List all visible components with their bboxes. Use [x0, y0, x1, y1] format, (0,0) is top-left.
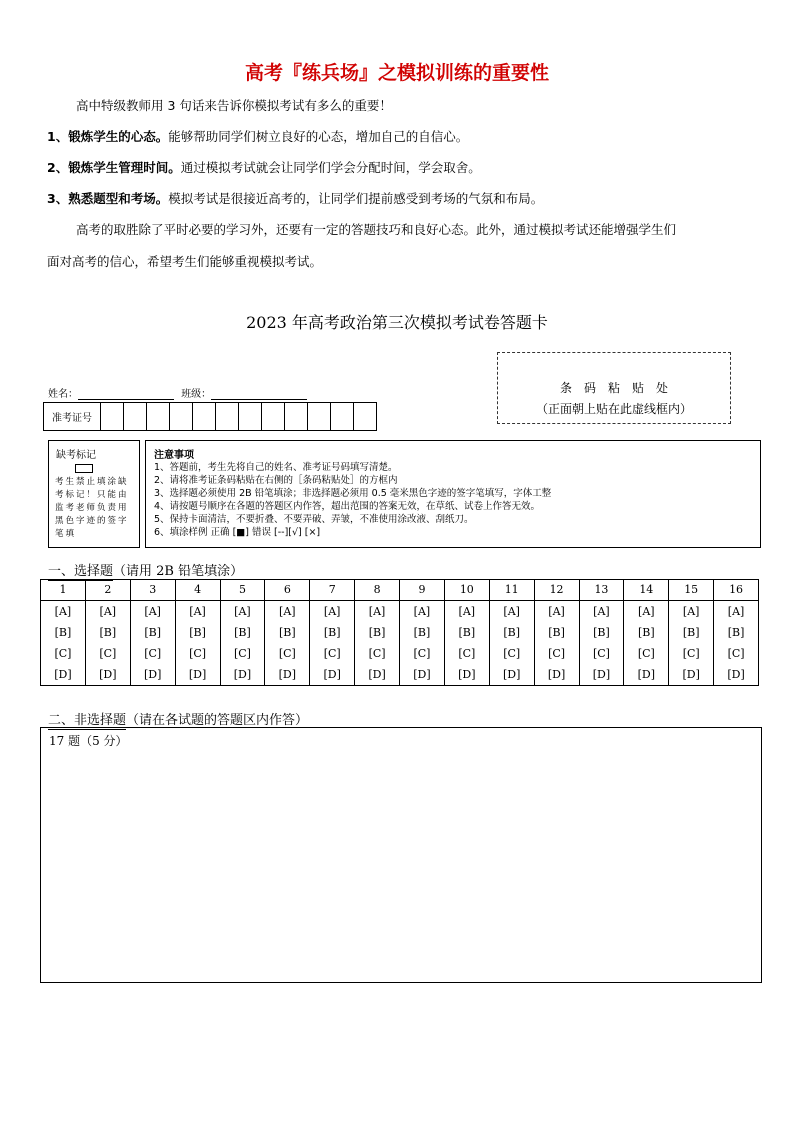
notes-box: [145, 440, 761, 548]
point-3: [47, 191, 543, 207]
question-options: [310, 601, 355, 686]
option-bubble[interactable]: [C]: [637, 647, 655, 660]
section2-title: [48, 709, 308, 728]
option-bubble[interactable]: [B]: [234, 626, 251, 639]
barcode-area[interactable]: [497, 352, 731, 424]
option-bubble[interactable]: [A]: [144, 605, 161, 618]
class-label: 班级：: [181, 389, 212, 400]
option-bubble[interactable]: [D]: [233, 668, 252, 681]
option-bubble[interactable]: [C]: [727, 647, 745, 660]
option-bubble[interactable]: [B]: [278, 626, 296, 639]
point-2: [47, 160, 481, 176]
option-bubble[interactable]: [B]: [323, 626, 341, 639]
question-options: [355, 601, 400, 686]
option-bubble[interactable]: [D]: [502, 668, 521, 681]
notes-line: 5、保持卡面清洁，不要折叠、不要弄破、弄皱，不准使用涂改液、刮纸刀。: [154, 514, 474, 525]
question-number: 8: [355, 580, 400, 601]
option-bubble[interactable]: [A]: [638, 605, 655, 618]
question-number: 1: [41, 580, 86, 601]
option-bubble[interactable]: [A]: [323, 605, 341, 618]
option-bubble[interactable]: [B]: [413, 626, 431, 639]
point-3-text: 模拟考试是很接近高考的，让同学们提前感受到考场的气氛和布局。: [168, 191, 544, 206]
option-bubble[interactable]: [C]: [592, 647, 610, 660]
option-bubble[interactable]: [C]: [458, 647, 476, 660]
section1-title-suffix: （请用 2B 铅笔填涂）: [113, 564, 244, 579]
option-bubble[interactable]: [D]: [188, 668, 207, 681]
option-bubble[interactable]: [D]: [323, 668, 341, 681]
option-bubble[interactable]: [B]: [593, 626, 610, 639]
section2-title-prefix: 二、非选择题: [48, 713, 127, 728]
exam-id-digit[interactable]: [170, 403, 193, 431]
question-options: [175, 601, 220, 686]
option-bubble[interactable]: [C]: [368, 647, 386, 660]
option-bubble[interactable]: [A]: [548, 605, 565, 618]
question-number: 14: [624, 580, 669, 601]
notes-line: 4、请按题号顺序在各题的答题区内作答，超出范围的答案无效，在草纸、试卷上作答无效。: [154, 501, 541, 512]
name-label: 姓名：: [48, 389, 78, 400]
option-bubble[interactable]: [A]: [682, 605, 700, 618]
question-options: [85, 601, 130, 686]
question-number: 4: [175, 580, 220, 601]
option-bubble[interactable]: [A]: [727, 605, 745, 618]
name-field[interactable]: [78, 387, 174, 400]
question-options: [579, 601, 624, 686]
exam-id-digit[interactable]: [124, 403, 147, 431]
option-bubble[interactable]: [B]: [368, 626, 386, 639]
option-bubble[interactable]: [D]: [682, 668, 700, 681]
question-options: [41, 601, 86, 686]
question-options: [444, 601, 489, 686]
absent-mark-text: 考生禁止填涂缺考标记！只能由监考老师负责用黑色字迹的签字笔填: [55, 477, 129, 539]
option-bubble[interactable]: [B]: [503, 626, 521, 639]
notes-title: 注意事项: [154, 450, 194, 461]
option-bubble[interactable]: [D]: [99, 668, 117, 681]
article-title: 高考『练兵场』之模拟训练的重要性: [244, 62, 549, 84]
option-bubble[interactable]: [A]: [593, 605, 610, 618]
exam-id-digit[interactable]: [354, 403, 377, 431]
q17-answer-area[interactable]: [40, 727, 762, 983]
question-options: [400, 601, 445, 686]
option-bubble[interactable]: [B]: [458, 626, 476, 639]
option-bubble[interactable]: [D]: [637, 668, 656, 681]
exam-id-digit[interactable]: [331, 403, 354, 431]
point-3-num: 3、: [47, 191, 69, 206]
closing-line-2: 面对高考的信心，希望考生们能够重视模拟考试。: [47, 254, 323, 269]
exam-id-digit[interactable]: [239, 403, 262, 431]
exam-id-digit[interactable]: [193, 403, 216, 431]
question-number: 5: [220, 580, 265, 601]
option-bubble[interactable]: [C]: [99, 647, 117, 660]
absent-mark-title: 缺考标记: [56, 450, 96, 461]
option-bubble[interactable]: [A]: [99, 605, 117, 618]
q17-label: 17 题（5 分）: [49, 734, 128, 748]
notes-line: 2、请将准考证条码粘贴在右侧的［条码粘贴处］的方框内: [154, 475, 398, 486]
section2-title-suffix: （请在各试题的答题区内作答）: [126, 713, 309, 728]
question-number: 6: [265, 580, 310, 601]
question-options: [714, 601, 759, 686]
exam-id-digit[interactable]: [308, 403, 331, 431]
barcode-label: 条码粘贴处: [559, 381, 680, 395]
point-3-bold: 熟悉题型和考场。: [68, 191, 169, 206]
question-options: [265, 601, 310, 686]
question-number: 15: [669, 580, 714, 601]
option-bubble[interactable]: [C]: [503, 647, 521, 660]
barcode-hint: （正面朝上贴在此虚线框内）: [535, 402, 692, 416]
option-bubble[interactable]: [A]: [189, 605, 206, 618]
question-number: 10: [444, 580, 489, 601]
choice-grid: [40, 579, 759, 686]
option-bubble[interactable]: [B]: [727, 626, 745, 639]
exam-id-digit[interactable]: [147, 403, 170, 431]
option-bubble[interactable]: [A]: [279, 605, 296, 618]
option-bubble[interactable]: [D]: [592, 668, 611, 681]
point-1-num: 1、: [47, 129, 69, 144]
question-number: 13: [579, 580, 624, 601]
question-number: 7: [310, 580, 355, 601]
question-number: 9: [400, 580, 445, 601]
question-number: 12: [534, 580, 579, 601]
option-bubble[interactable]: [C]: [233, 647, 251, 660]
option-bubble[interactable]: [B]: [144, 626, 162, 639]
exam-id-digit[interactable]: [216, 403, 239, 431]
point-2-num: 2、: [47, 160, 69, 175]
option-bubble[interactable]: [D]: [278, 668, 297, 681]
option-bubble[interactable]: [C]: [54, 647, 72, 660]
option-bubble[interactable]: [D]: [368, 668, 386, 681]
option-bubble[interactable]: [D]: [54, 668, 72, 681]
option-bubble[interactable]: [C]: [189, 647, 207, 660]
class-field[interactable]: [211, 387, 307, 400]
absent-mark-box: [48, 440, 140, 548]
question-options: [220, 601, 265, 686]
article-intro: 高中特级教师用 3 句话来告诉你模拟考试有多么的重要！: [76, 98, 392, 113]
option-bubble[interactable]: [B]: [682, 626, 700, 639]
option-bubble[interactable]: [C]: [144, 647, 162, 660]
question-number: 16: [714, 580, 759, 601]
point-1-bold: 锻炼学生的心态。: [68, 129, 169, 144]
question-options: [669, 601, 714, 686]
point-1-text: 能够帮助同学们树立良好的心态，增加自己的自信心。: [168, 129, 469, 144]
name-class-row: [48, 385, 307, 400]
option-bubble[interactable]: [A]: [368, 605, 386, 618]
question-options: [624, 601, 669, 686]
option-bubble[interactable]: [D]: [143, 668, 162, 681]
closing-line-1: 高考的取胜除了平时必要的学习外，还要有一定的答题技巧和良好心态。此外，通过模拟考试还能增强学生们: [76, 222, 677, 237]
question-options: [534, 601, 579, 686]
option-bubble[interactable]: [C]: [278, 647, 296, 660]
question-number: 2: [85, 580, 130, 601]
card-title: 2023 年高考政治第三次模拟考试卷答题卡: [246, 313, 548, 332]
option-bubble[interactable]: [C]: [548, 647, 566, 660]
option-bubble[interactable]: [B]: [54, 626, 72, 639]
option-bubble[interactable]: [B]: [189, 626, 206, 639]
absent-mark-checkbox[interactable]: [75, 464, 93, 473]
section1-title-prefix: 一、选择题: [48, 564, 114, 579]
notes-line: 3、选择题必须使用 2B 铅笔填涂；非选择题必须用 0.5 毫米黑色字迹的签字笔填写，字体工整: [154, 488, 552, 499]
notes-line: 6、填涂样例 正确 [■] 错误 [--][√] [×]: [154, 527, 321, 538]
exam-id-digit[interactable]: [101, 403, 124, 431]
notes-line: 1、答题前，考生先将自己的姓名、准考证号码填写清楚。: [154, 462, 398, 473]
option-bubble[interactable]: [D]: [413, 668, 431, 681]
point-1: [47, 129, 468, 145]
question-number: 3: [130, 580, 175, 601]
option-bubble[interactable]: [D]: [458, 668, 476, 681]
exam-id-digit[interactable]: [262, 403, 285, 431]
question-number: 11: [489, 580, 534, 601]
question-options: [489, 601, 534, 686]
option-bubble[interactable]: [C]: [682, 647, 700, 660]
question-options: [130, 601, 175, 686]
option-bubble[interactable]: [A]: [413, 605, 431, 618]
exam-id-label: 准考证号: [44, 403, 101, 431]
option-bubble[interactable]: [B]: [548, 626, 565, 639]
option-bubble[interactable]: [A]: [54, 605, 72, 618]
option-bubble[interactable]: [D]: [547, 668, 566, 681]
option-bubble[interactable]: [C]: [323, 647, 341, 660]
exam-id-digit[interactable]: [285, 403, 308, 431]
option-bubble[interactable]: [C]: [413, 647, 431, 660]
option-bubble[interactable]: [D]: [727, 668, 745, 681]
option-bubble[interactable]: [A]: [234, 605, 251, 618]
exam-id-grid: [43, 402, 377, 431]
section1-title: [48, 560, 243, 579]
option-bubble[interactable]: [B]: [99, 626, 117, 639]
point-2-text: 通过模拟考试就会让同学们学会分配时间，学会取舍。: [180, 160, 481, 175]
option-bubble[interactable]: [B]: [637, 626, 655, 639]
point-2-bold: 锻炼学生管理时间。: [68, 160, 181, 175]
option-bubble[interactable]: [A]: [503, 605, 520, 618]
option-bubble[interactable]: [A]: [458, 605, 476, 618]
